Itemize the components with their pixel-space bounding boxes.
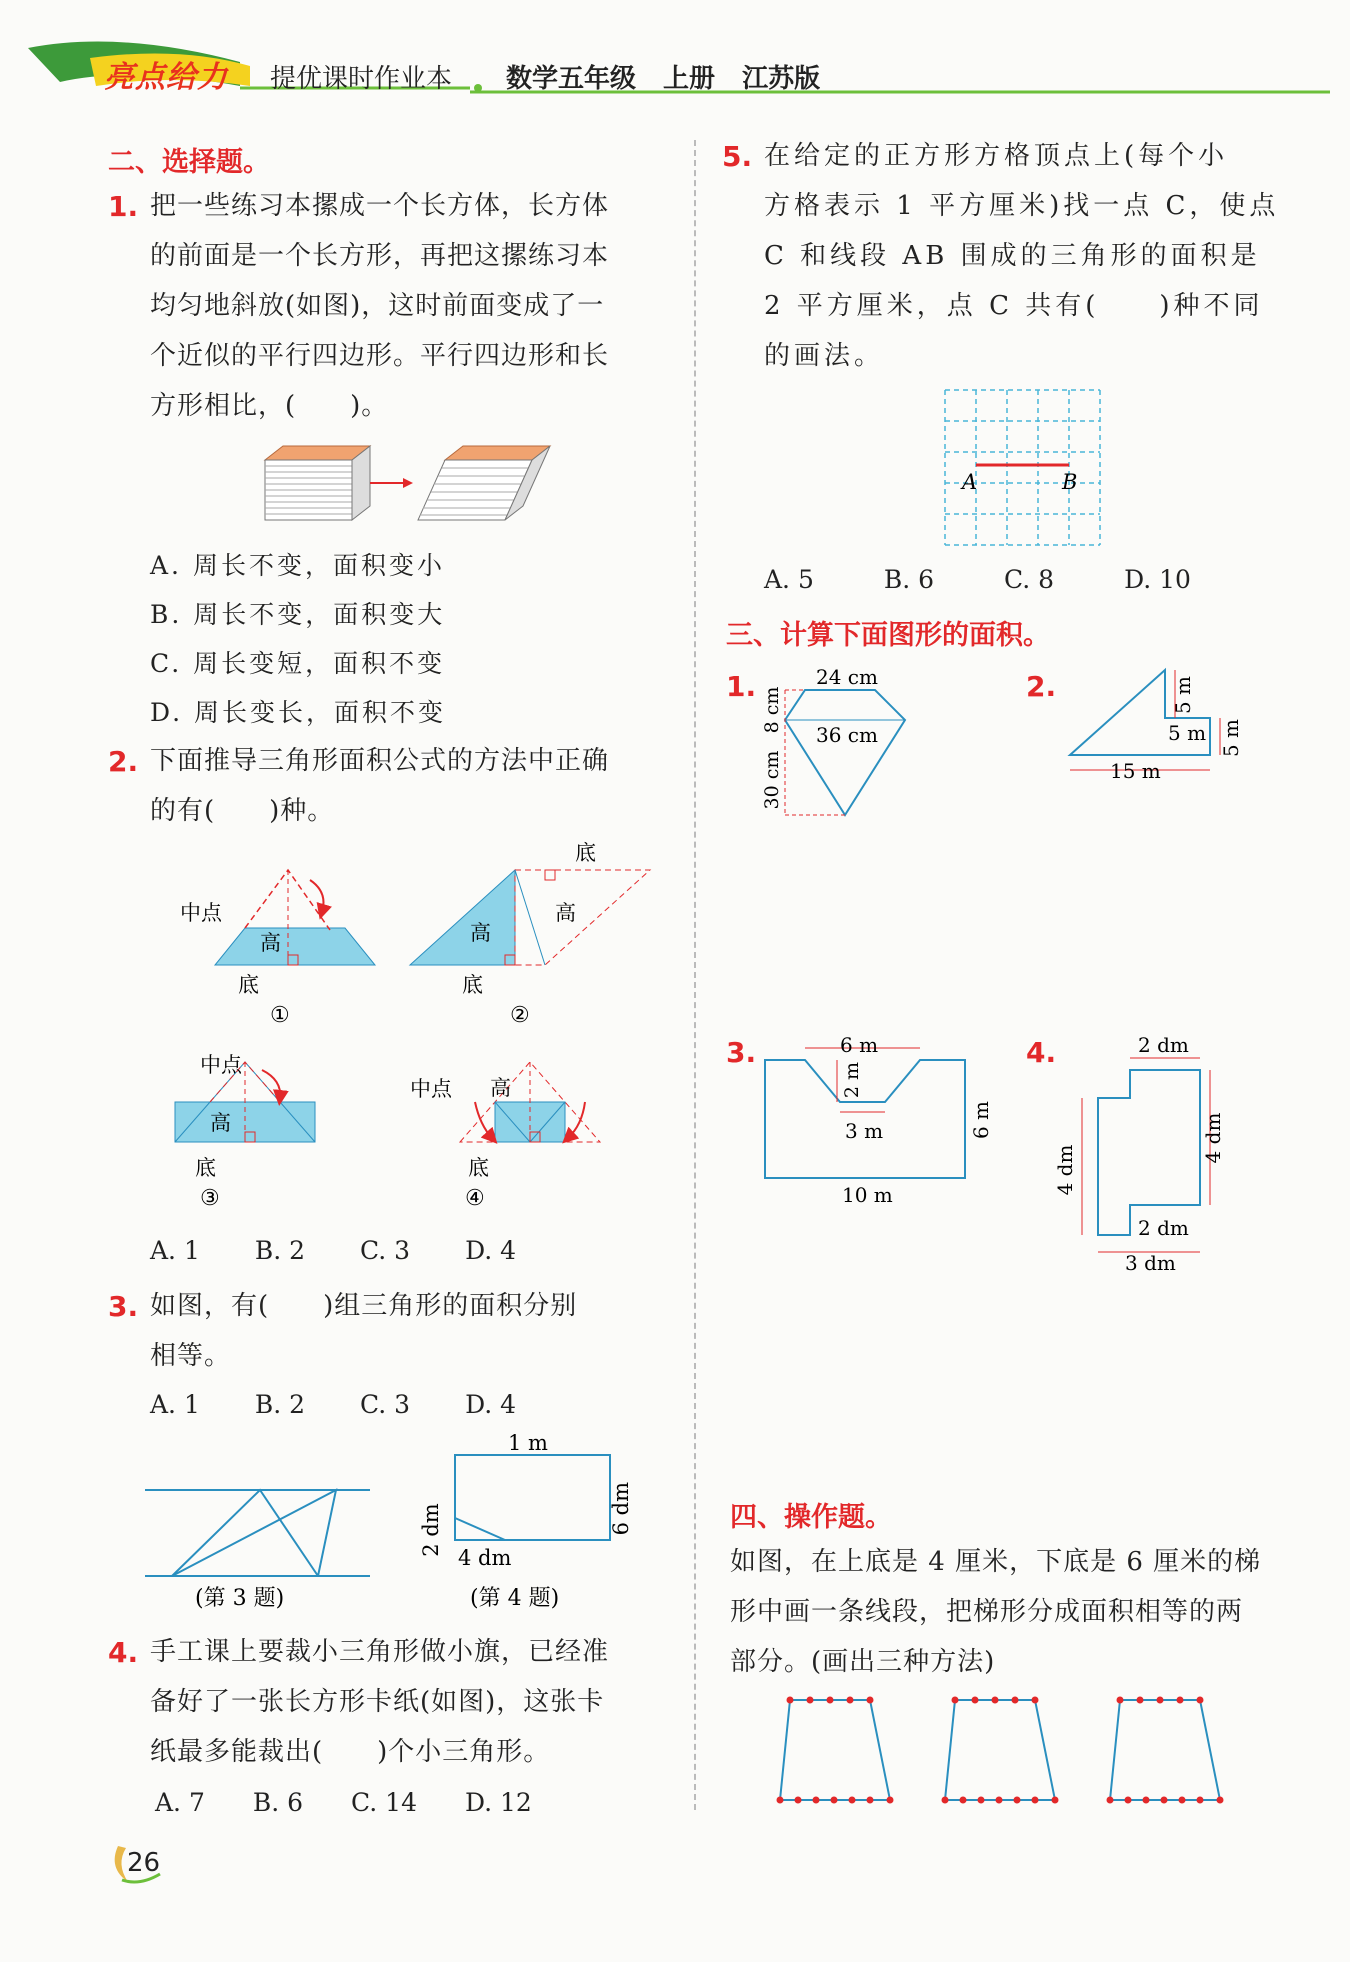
svg-text:高: 高 bbox=[260, 931, 281, 955]
svg-text:2 dm: 2 dm bbox=[1138, 1033, 1189, 1057]
svg-text:④: ④ bbox=[465, 1186, 485, 1211]
svg-text:A: A bbox=[962, 470, 978, 494]
area-figure-3 bbox=[760, 1030, 1000, 1210]
q4-option-a[interactable]: A. 7 bbox=[155, 1788, 205, 1817]
section-title-choice: 二、选择题。 bbox=[108, 147, 270, 178]
svg-text:1 m: 1 m bbox=[508, 1431, 548, 1455]
svg-text:4 dm: 4 dm bbox=[458, 1546, 512, 1570]
svg-text:中点: 中点 bbox=[200, 1053, 242, 1077]
svg-text:(第 4 题): (第 4 题) bbox=[470, 1586, 560, 1611]
svg-text:6 dm: 6 dm bbox=[609, 1482, 633, 1536]
svg-text:高: 高 bbox=[490, 1076, 511, 1100]
q1-option-b[interactable]: B. 周长不变，面积变大 bbox=[150, 600, 446, 629]
q3-figure bbox=[140, 1480, 380, 1610]
q2-option-d[interactable]: D. 4 bbox=[465, 1236, 517, 1265]
svg-text:8 cm: 8 cm bbox=[761, 686, 783, 734]
q3-options bbox=[150, 1390, 516, 1419]
svg-text:底: 底 bbox=[468, 1156, 489, 1180]
q5-grid-figure bbox=[940, 385, 1110, 550]
q3-text: 如图，有( )组三角形的面积分别 相等。 bbox=[150, 1291, 578, 1371]
trapezoid-2 bbox=[942, 1697, 1059, 1804]
header-grade: 数学五年级 上册 江苏版 bbox=[506, 64, 821, 94]
area-figure-4 bbox=[1053, 1030, 1270, 1280]
q4-option-b[interactable]: B. 6 bbox=[252, 1788, 304, 1817]
section-title-operation: 四、操作题。 bbox=[730, 1502, 892, 1533]
q4-card-figure bbox=[420, 1430, 660, 1620]
svg-text:5 m: 5 m bbox=[1168, 721, 1207, 745]
triangle-derivation-figures bbox=[170, 840, 670, 1220]
q4-option-c[interactable]: C. 14 bbox=[351, 1788, 417, 1817]
svg-text:2 dm: 2 dm bbox=[1138, 1216, 1189, 1240]
svg-text:6 m: 6 m bbox=[969, 1100, 993, 1140]
q1-option-d[interactable]: D. 周长变长，面积不变 bbox=[150, 698, 447, 727]
svg-text:3 dm: 3 dm bbox=[1125, 1251, 1176, 1275]
svg-text:B: B bbox=[1062, 470, 1078, 494]
svg-text:2 dm: 2 dm bbox=[419, 1503, 443, 1557]
q3-option-c[interactable]: C. 3 bbox=[360, 1390, 411, 1419]
f2-number: 2. bbox=[1026, 670, 1057, 703]
q4-number: 4. bbox=[108, 1636, 139, 1669]
header-subtitle: 提优课时作业本 bbox=[270, 64, 453, 94]
svg-text:5 m: 5 m bbox=[1171, 675, 1195, 715]
q4-options bbox=[155, 1788, 532, 1817]
q3-option-a[interactable]: A. 1 bbox=[150, 1390, 200, 1419]
svg-text:高: 高 bbox=[210, 1111, 231, 1135]
svg-text:①: ① bbox=[270, 1003, 290, 1028]
svg-text:36 cm: 36 cm bbox=[816, 723, 878, 747]
svg-text:10 m: 10 m bbox=[842, 1183, 893, 1207]
f4-number: 4. bbox=[1026, 1036, 1057, 1069]
section-title-area: 三、计算下面图形的面积。 bbox=[726, 620, 1050, 651]
q2-options bbox=[150, 1236, 516, 1265]
header-brand: 亮点给力 bbox=[104, 60, 228, 95]
svg-text:(第 3 题): (第 3 题) bbox=[195, 1586, 285, 1611]
q2-text: 下面推导三角形面积公式的方法中正确 的有( )种。 bbox=[150, 746, 610, 826]
svg-text:②: ② bbox=[510, 1003, 530, 1028]
column-divider bbox=[694, 140, 696, 1810]
q1-number: 1. bbox=[108, 190, 139, 223]
area-figure-1 bbox=[760, 660, 920, 830]
area-figure-2 bbox=[1060, 660, 1260, 790]
svg-text:中点: 中点 bbox=[180, 901, 222, 925]
q1-option-c[interactable]: C. 周长变短，面积不变 bbox=[150, 649, 446, 678]
q2-option-b[interactable]: B. 2 bbox=[254, 1236, 306, 1265]
svg-text:中点: 中点 bbox=[410, 1077, 452, 1101]
q5-text: 在给定的正方形方格顶点上(每个小 方格表示 1 平方厘米)找一点 C，使点 C 和线段 AB 围成的三角形的面积是 2 平方厘米，点 C 共有( )种不同 的画法。 bbox=[764, 141, 1280, 371]
trapezoid-1 bbox=[777, 1697, 894, 1804]
q2-option-c[interactable]: C. 3 bbox=[360, 1236, 411, 1265]
trapezoid-3 bbox=[1107, 1697, 1224, 1804]
svg-text:4 dm: 4 dm bbox=[1201, 1112, 1225, 1164]
q2-number: 2. bbox=[108, 745, 139, 778]
svg-text:15 m: 15 m bbox=[1110, 759, 1161, 783]
q4-option-d[interactable]: D. 12 bbox=[464, 1788, 532, 1817]
svg-text:24 cm: 24 cm bbox=[816, 665, 878, 689]
page-number: 26 bbox=[127, 1848, 161, 1878]
notebook-stack-figure bbox=[265, 440, 555, 530]
svg-text:高: 高 bbox=[555, 901, 576, 925]
section4-text: 如图，在上底是 4 厘米，下底是 6 厘米的梯 形中画一条线段，把梯形分成面积相等的两 部分。(画出三种方法) bbox=[730, 1547, 1262, 1677]
q1-option-a[interactable]: A. 周长不变，面积变小 bbox=[150, 551, 445, 580]
svg-text:30 cm: 30 cm bbox=[761, 750, 783, 810]
svg-text:底: 底 bbox=[462, 973, 483, 997]
svg-text:③: ③ bbox=[200, 1186, 220, 1211]
q3-option-b[interactable]: B. 2 bbox=[254, 1390, 306, 1419]
q5-option-a[interactable]: A. 5 bbox=[764, 565, 814, 594]
svg-text:底: 底 bbox=[575, 841, 596, 865]
svg-text:2 m: 2 m bbox=[841, 1061, 863, 1099]
q5-option-b[interactable]: B. 6 bbox=[883, 565, 935, 594]
q5-option-c[interactable]: C. 8 bbox=[1004, 565, 1055, 594]
trapezoid-figures[interactable] bbox=[770, 1690, 1250, 1820]
q4-text: 手工课上要裁小三角形做小旗，已经准 备好了一张长方形卡纸(如图)，这张卡 纸最多能裁出( )个小三角形。 bbox=[150, 1637, 610, 1767]
svg-text:5 m: 5 m bbox=[1219, 718, 1243, 758]
q5-option-d[interactable]: D. 10 bbox=[1124, 565, 1191, 594]
svg-text:3 m: 3 m bbox=[845, 1119, 884, 1143]
svg-text:6 m: 6 m bbox=[840, 1033, 879, 1057]
f1-number: 1. bbox=[726, 670, 757, 703]
svg-text:高: 高 bbox=[470, 921, 491, 945]
q5-options bbox=[764, 565, 1191, 594]
svg-text:4 dm: 4 dm bbox=[1053, 1144, 1077, 1196]
svg-text:底: 底 bbox=[238, 973, 259, 997]
q3-option-d[interactable]: D. 4 bbox=[465, 1390, 517, 1419]
f3-number: 3. bbox=[726, 1036, 757, 1069]
q2-option-a[interactable]: A. 1 bbox=[150, 1236, 200, 1265]
svg-text:底: 底 bbox=[195, 1156, 216, 1180]
q5-number: 5. bbox=[722, 140, 753, 173]
q1-text: 把一些练习本摞成一个长方体，长方体 的前面是一个长方形，再把这摞练习本 均匀地斜放(如图)，这时前面变成了一 个近似的平行四边形。平行四边形和长 方形相比，( )。 bbox=[150, 191, 610, 421]
q3-number: 3. bbox=[108, 1290, 139, 1323]
